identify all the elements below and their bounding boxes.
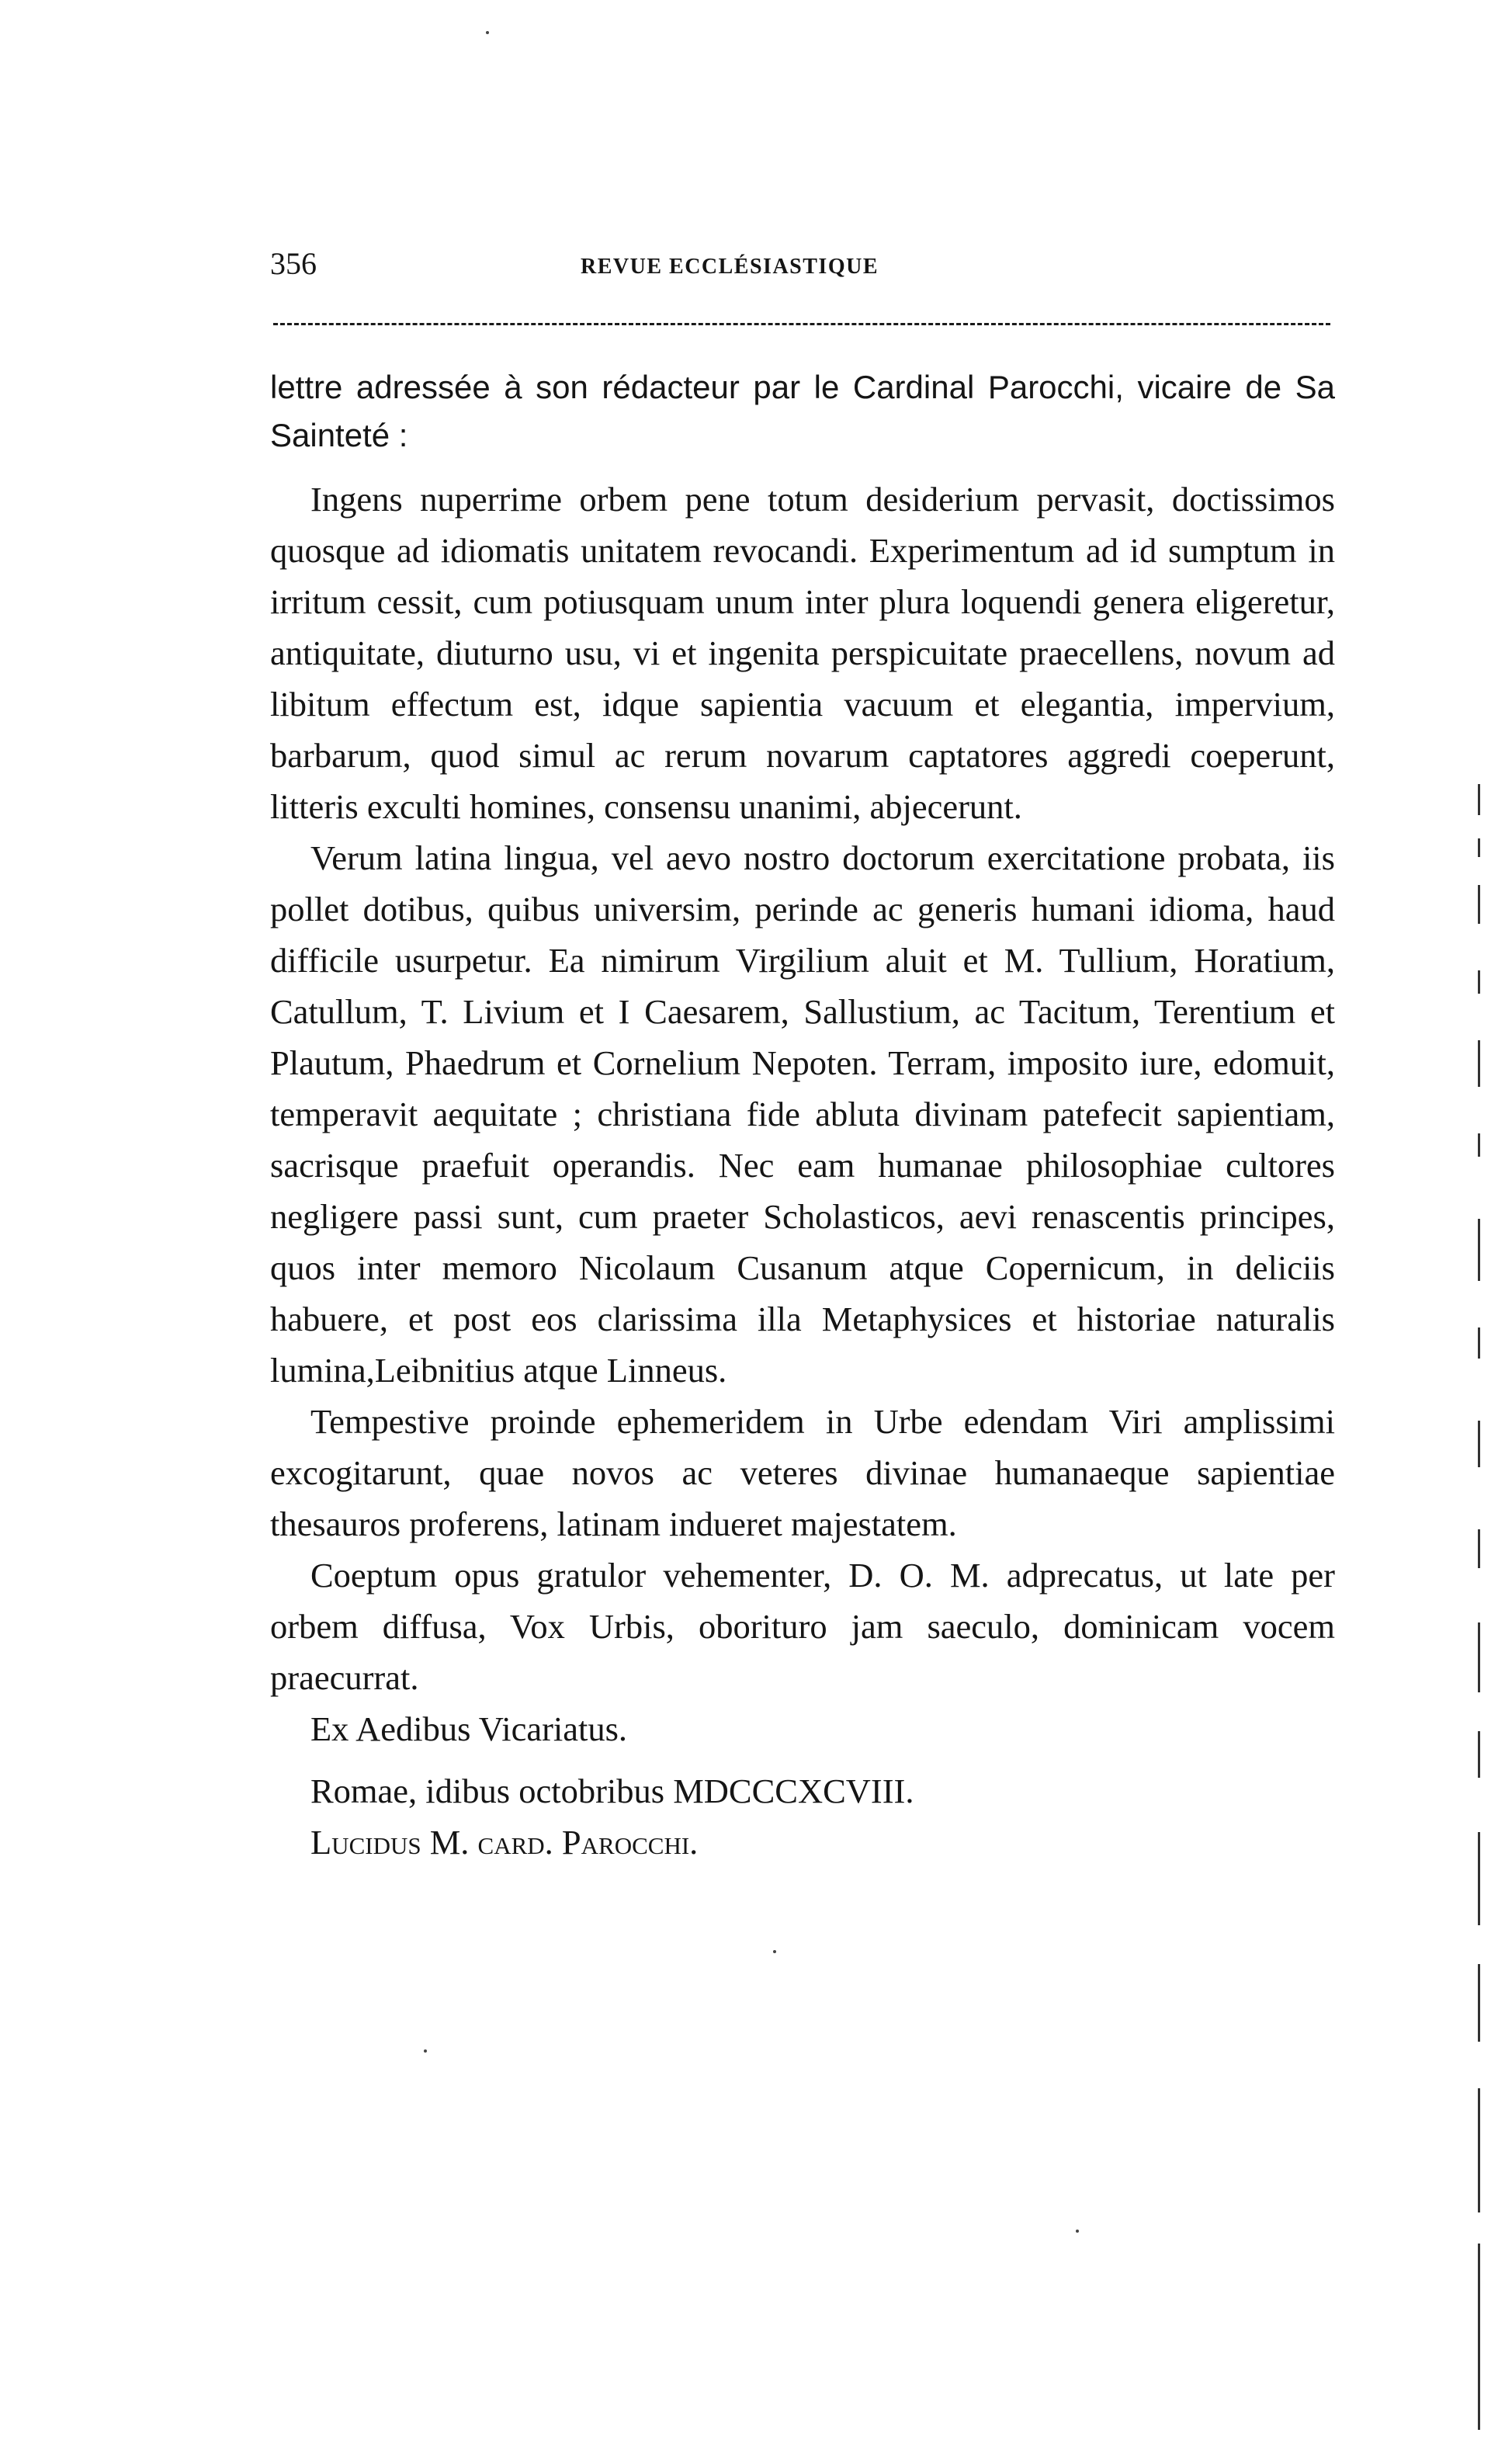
page-header	[270, 245, 1335, 286]
page-number: 356	[270, 246, 317, 281]
header-rule	[273, 323, 1330, 325]
intro-text: lettre adressée à son rédacteur par le Cardinal Parocchi, vicaire de Sa Sainteté :	[270, 369, 1335, 453]
scan-speck	[424, 2049, 427, 2053]
letter-paragraph-4: Coeptum opus gratulor vehementer, D. O. M. adprecatus, ut late per orbem diffusa, Vox Urbis, oborituro jam saeculo, dominicam vocem praecurrat.	[270, 1556, 1335, 1697]
letter-paragraph-2: Verum latina lingua, vel aevo nostro doctorum exercitatione probata, iis pollet dotibus, quibus universim, perinde ac generis humani idioma, haud difficile usurpetur. Ea nimirum Virgilium aluit et M. Tullium, Horatium, Catullum, T. Livium et I Caesarem, Sallustium, ac Tacitum, Terentium et Plautum, Phaedrum et Cornelium Nepoten. Terram, imposito iure, edomuit, temperavit aequitate ; christiana fide abluta divinam patefecit sapientiam, sacrisque praefuit operandis. Nec eam humanae philosophiae cultores negligere passi sunt, cum praeter Scholasticos, aevi renascentis principes, quos inter memoro Nicolaum Cusanum atque Copernicum, in deliciis habuere, et post eos clarissima illa Metaphysices et historiae naturalis lumina,Leibnitius atque Linneus.	[270, 838, 1335, 1390]
letter-date: Romae, idibus octobribus MDCCCXCVIII.	[310, 1772, 914, 1810]
scan-speck	[486, 31, 489, 34]
latin-letter	[270, 474, 1335, 1868]
letter-signature: Lucidus M. card. Parocchi.	[310, 1823, 699, 1862]
intro-section	[270, 363, 1335, 460]
letter-place: Ex Aedibus Vicariatus.	[310, 1709, 628, 1748]
letter-paragraph-3: Tempestive proinde ephemeridem in Urbe edendam Viri amplissimi excogitarunt, quae novos ac veteres divinae humanaeque sapientiae thesauros proferens, latinam indueret majestatem.	[270, 1402, 1335, 1543]
running-title: REVUE ECCLÉSIASTIQUE	[581, 255, 879, 279]
scan-speck	[1076, 2230, 1079, 2233]
scan-edge-marks	[1473, 784, 1484, 2445]
scan-speck	[773, 1950, 776, 1953]
page-body	[270, 363, 1335, 1868]
letter-paragraph-1: Ingens nuperrime orbem pene totum desiderium pervasit, doctissimos quosque ad idiomatis unitatem revocandi. Experimentum ad id sumptum in irritum cessit, cum potiusquam unum inter plura loquendi genera eligeretur, antiquitate, diuturno usu, vi et ingenita perspicuitate praecellens, novum ad libitum effectum est, idque sapientia vacuum et elegantia, impervium, barbarum, quod simul ac rerum novarum captatores aggredi coeperunt, litteris exculti homines, consensu unanimi, abjecerunt.	[270, 480, 1335, 826]
